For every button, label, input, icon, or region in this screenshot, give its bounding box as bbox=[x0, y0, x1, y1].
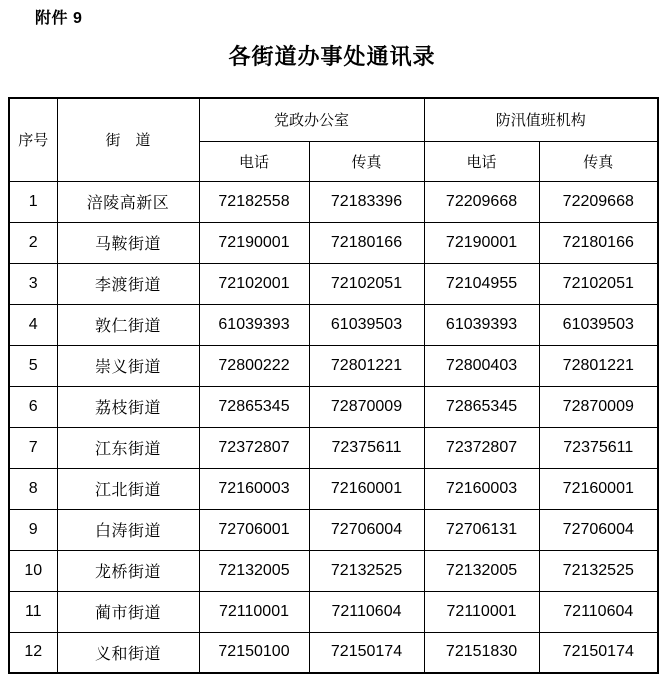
cell-party-phone: 72110001 bbox=[199, 591, 309, 632]
cell-index: 3 bbox=[9, 263, 57, 304]
cell-party-phone: 61039393 bbox=[199, 304, 309, 345]
cell-index: 1 bbox=[9, 181, 57, 222]
table-row bbox=[9, 632, 658, 673]
cell-street: 马鞍街道 bbox=[57, 222, 199, 263]
cell-flood-fax: 72870009 bbox=[539, 386, 658, 427]
cell-flood-fax: 72110604 bbox=[539, 591, 658, 632]
cell-flood-phone: 72110001 bbox=[424, 591, 539, 632]
table-row bbox=[9, 550, 658, 591]
header-party-office-group: 党政办公室 bbox=[199, 98, 424, 141]
cell-index: 9 bbox=[9, 509, 57, 550]
cell-street: 崇义街道 bbox=[57, 345, 199, 386]
cell-flood-fax: 61039503 bbox=[539, 304, 658, 345]
table-row bbox=[9, 427, 658, 468]
cell-flood-phone: 72104955 bbox=[424, 263, 539, 304]
cell-party-fax: 72183396 bbox=[309, 181, 424, 222]
cell-index: 8 bbox=[9, 468, 57, 509]
table-header bbox=[9, 98, 658, 181]
table-row bbox=[9, 468, 658, 509]
cell-street: 江东街道 bbox=[57, 427, 199, 468]
cell-index: 11 bbox=[9, 591, 57, 632]
header-party-fax: 传真 bbox=[309, 141, 424, 181]
cell-flood-phone: 72151830 bbox=[424, 632, 539, 673]
cell-flood-phone: 72706131 bbox=[424, 509, 539, 550]
cell-index: 5 bbox=[9, 345, 57, 386]
table-body bbox=[9, 181, 658, 673]
cell-flood-fax: 72801221 bbox=[539, 345, 658, 386]
cell-party-fax: 72150174 bbox=[309, 632, 424, 673]
cell-flood-phone: 72132005 bbox=[424, 550, 539, 591]
table-row bbox=[9, 304, 658, 345]
cell-party-phone: 72706001 bbox=[199, 509, 309, 550]
table-row bbox=[9, 386, 658, 427]
cell-party-fax: 72706004 bbox=[309, 509, 424, 550]
cell-index: 6 bbox=[9, 386, 57, 427]
header-flood-fax: 传真 bbox=[539, 141, 658, 181]
cell-street: 白涛街道 bbox=[57, 509, 199, 550]
cell-party-fax: 72801221 bbox=[309, 345, 424, 386]
cell-street: 荔枝街道 bbox=[57, 386, 199, 427]
table-row bbox=[9, 181, 658, 222]
cell-index: 4 bbox=[9, 304, 57, 345]
table-row bbox=[9, 222, 658, 263]
cell-party-phone: 72190001 bbox=[199, 222, 309, 263]
table-row bbox=[9, 345, 658, 386]
cell-index: 10 bbox=[9, 550, 57, 591]
cell-street: 敦仁街道 bbox=[57, 304, 199, 345]
table-row bbox=[9, 591, 658, 632]
cell-street: 李渡街道 bbox=[57, 263, 199, 304]
header-flood-duty-group: 防汛值班机构 bbox=[424, 98, 658, 141]
cell-index: 12 bbox=[9, 632, 57, 673]
cell-party-fax: 72180166 bbox=[309, 222, 424, 263]
cell-index: 7 bbox=[9, 427, 57, 468]
cell-flood-phone: 72190001 bbox=[424, 222, 539, 263]
cell-flood-fax: 72102051 bbox=[539, 263, 658, 304]
table-row bbox=[9, 263, 658, 304]
cell-flood-phone: 72865345 bbox=[424, 386, 539, 427]
cell-party-fax: 72375611 bbox=[309, 427, 424, 468]
cell-index: 2 bbox=[9, 222, 57, 263]
cell-flood-phone: 72372807 bbox=[424, 427, 539, 468]
cell-street: 龙桥街道 bbox=[57, 550, 199, 591]
cell-party-fax: 72102051 bbox=[309, 263, 424, 304]
cell-flood-fax: 72180166 bbox=[539, 222, 658, 263]
header-flood-phone: 电话 bbox=[424, 141, 539, 181]
cell-party-fax: 72160001 bbox=[309, 468, 424, 509]
cell-flood-fax: 72706004 bbox=[539, 509, 658, 550]
cell-street: 江北街道 bbox=[57, 468, 199, 509]
cell-party-fax: 72110604 bbox=[309, 591, 424, 632]
page-title: 各街道办事处通讯录 bbox=[228, 44, 436, 69]
cell-flood-phone: 72209668 bbox=[424, 181, 539, 222]
cell-street: 义和街道 bbox=[57, 632, 199, 673]
cell-party-phone: 72150100 bbox=[199, 632, 309, 673]
cell-flood-fax: 72209668 bbox=[539, 181, 658, 222]
cell-party-fax: 61039503 bbox=[309, 304, 424, 345]
cell-flood-fax: 72160001 bbox=[539, 468, 658, 509]
table-row bbox=[9, 509, 658, 550]
cell-party-phone: 72160003 bbox=[199, 468, 309, 509]
header-street: 街 道 bbox=[57, 98, 199, 181]
cell-party-phone: 72182558 bbox=[199, 181, 309, 222]
cell-party-phone: 72800222 bbox=[199, 345, 309, 386]
attachment-label: 附件 9 bbox=[35, 10, 83, 27]
cell-party-phone: 72132005 bbox=[199, 550, 309, 591]
cell-street: 蔺市街道 bbox=[57, 591, 199, 632]
cell-party-fax: 72870009 bbox=[309, 386, 424, 427]
cell-party-phone: 72372807 bbox=[199, 427, 309, 468]
cell-flood-fax: 72375611 bbox=[539, 427, 658, 468]
header-index: 序号 bbox=[9, 98, 57, 181]
cell-party-phone: 72102001 bbox=[199, 263, 309, 304]
cell-party-phone: 72865345 bbox=[199, 386, 309, 427]
contact-table bbox=[8, 97, 659, 674]
cell-party-fax: 72132525 bbox=[309, 550, 424, 591]
cell-flood-phone: 61039393 bbox=[424, 304, 539, 345]
cell-flood-phone: 72160003 bbox=[424, 468, 539, 509]
cell-flood-phone: 72800403 bbox=[424, 345, 539, 386]
header-party-phone: 电话 bbox=[199, 141, 309, 181]
cell-flood-fax: 72132525 bbox=[539, 550, 658, 591]
cell-street: 涪陵高新区 bbox=[57, 181, 199, 222]
cell-flood-fax: 72150174 bbox=[539, 632, 658, 673]
